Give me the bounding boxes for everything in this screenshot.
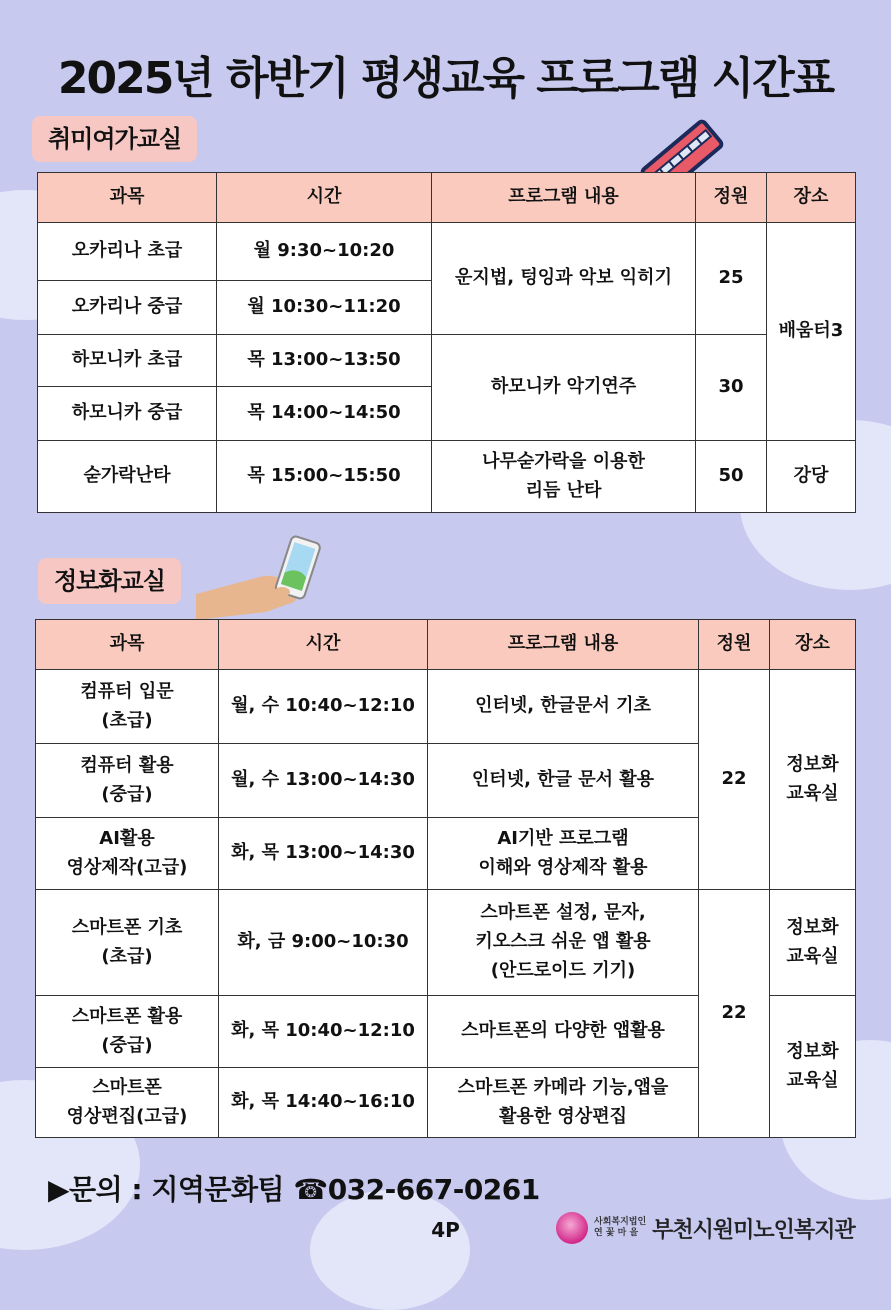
capacity-cell: 50 (696, 441, 767, 513)
subject-cell: 스마트폰 활용 (중급) (36, 996, 219, 1068)
time-cell: 화, 목 14:40~16:10 (219, 1068, 428, 1138)
content-cell: AI기반 프로그램 이해와 영상제작 활용 (428, 818, 699, 890)
capacity-cell: 25 (696, 223, 767, 335)
time-cell: 월 10:30~11:20 (217, 281, 432, 335)
page-number: 4P (431, 1218, 460, 1242)
lotus-logo-icon (556, 1212, 588, 1244)
place-cell: 정보화 교육실 (770, 996, 856, 1138)
time-cell: 목 14:00~14:50 (217, 387, 432, 441)
header-place: 장소 (770, 620, 856, 670)
subject-cell: 스마트폰 영상편집(고급) (36, 1068, 219, 1138)
section-label-hobby: 취미여가교실 (32, 116, 197, 162)
content-cell: 스마트폰 설정, 문자, 키오스크 쉬운 앱 활용 (안드로이드 기기) (428, 890, 699, 996)
time-cell: 월, 수 13:00~14:30 (219, 744, 428, 818)
hobby-schedule-table (37, 172, 856, 513)
background-cloud (310, 1190, 470, 1310)
inquiry-contact: ▶문의 : 지역문화팀 ☎032-667-0261 (48, 1173, 540, 1206)
header-time: 시간 (217, 173, 432, 223)
organization-logo (556, 1212, 855, 1244)
page-title: 2025년 하반기 평생교육 프로그램 시간표 (57, 53, 834, 104)
subject-cell: 컴퓨터 입문 (초급) (36, 670, 219, 744)
subject-cell: 하모니카 중급 (38, 387, 217, 441)
time-cell: 화, 금 9:00~10:30 (219, 890, 428, 996)
smartphone-hand-icon (196, 532, 326, 622)
time-cell: 월, 수 10:40~12:10 (219, 670, 428, 744)
place-cell: 배움터3 (767, 223, 856, 441)
time-cell: 월 9:30~10:20 (217, 223, 432, 281)
header-content: 프로그램 내용 (428, 620, 699, 670)
subject-cell: 숟가락난타 (38, 441, 217, 513)
header-subject: 과목 (38, 173, 217, 223)
subject-cell: 스마트폰 기초 (초급) (36, 890, 219, 996)
organization-name: 부천시원미노인복지관 (652, 1217, 855, 1243)
content-cell: 운지법, 텅잉과 악보 익히기 (432, 223, 696, 335)
content-cell: 하모니카 악기연주 (432, 335, 696, 441)
header-capacity: 정원 (696, 173, 767, 223)
place-cell: 정보화 교육실 (770, 670, 856, 890)
place-cell: 강당 (767, 441, 856, 513)
subject-cell: 하모니카 초급 (38, 335, 217, 387)
subject-cell: 오카리나 초급 (38, 223, 217, 281)
it-schedule-table (35, 619, 856, 1138)
capacity-cell: 22 (699, 890, 770, 1138)
header-content: 프로그램 내용 (432, 173, 696, 223)
header-subject: 과목 (36, 620, 219, 670)
content-cell: 나무숟가락을 이용한 리듬 난타 (432, 441, 696, 513)
time-cell: 목 15:00~15:50 (217, 441, 432, 513)
content-cell: 스마트폰의 다양한 앱활용 (428, 996, 699, 1068)
subject-cell: 컴퓨터 활용 (중급) (36, 744, 219, 818)
place-cell: 정보화 교육실 (770, 890, 856, 996)
foundation-line-1: 사회복지법인 (594, 1217, 647, 1227)
content-cell: 인터넷, 한글 문서 활용 (428, 744, 699, 818)
foundation-line-2: 연 꽃 마 을 (594, 1228, 639, 1238)
foundation-name (594, 1217, 646, 1239)
section-label-it: 정보화교실 (38, 558, 181, 604)
header-time: 시간 (219, 620, 428, 670)
header-capacity: 정원 (699, 620, 770, 670)
content-cell: 스마트폰 카메라 기능,앱을 활용한 영상편집 (428, 1068, 699, 1138)
capacity-cell: 22 (699, 670, 770, 890)
time-cell: 화, 목 10:40~12:10 (219, 996, 428, 1068)
subject-cell: AI활용 영상제작(고급) (36, 818, 219, 890)
capacity-cell: 30 (696, 335, 767, 441)
subject-cell: 오카리나 중급 (38, 281, 217, 335)
time-cell: 화, 목 13:00~14:30 (219, 818, 428, 890)
time-cell: 목 13:00~13:50 (217, 335, 432, 387)
header-place: 장소 (767, 173, 856, 223)
content-cell: 인터넷, 한글문서 기초 (428, 670, 699, 744)
